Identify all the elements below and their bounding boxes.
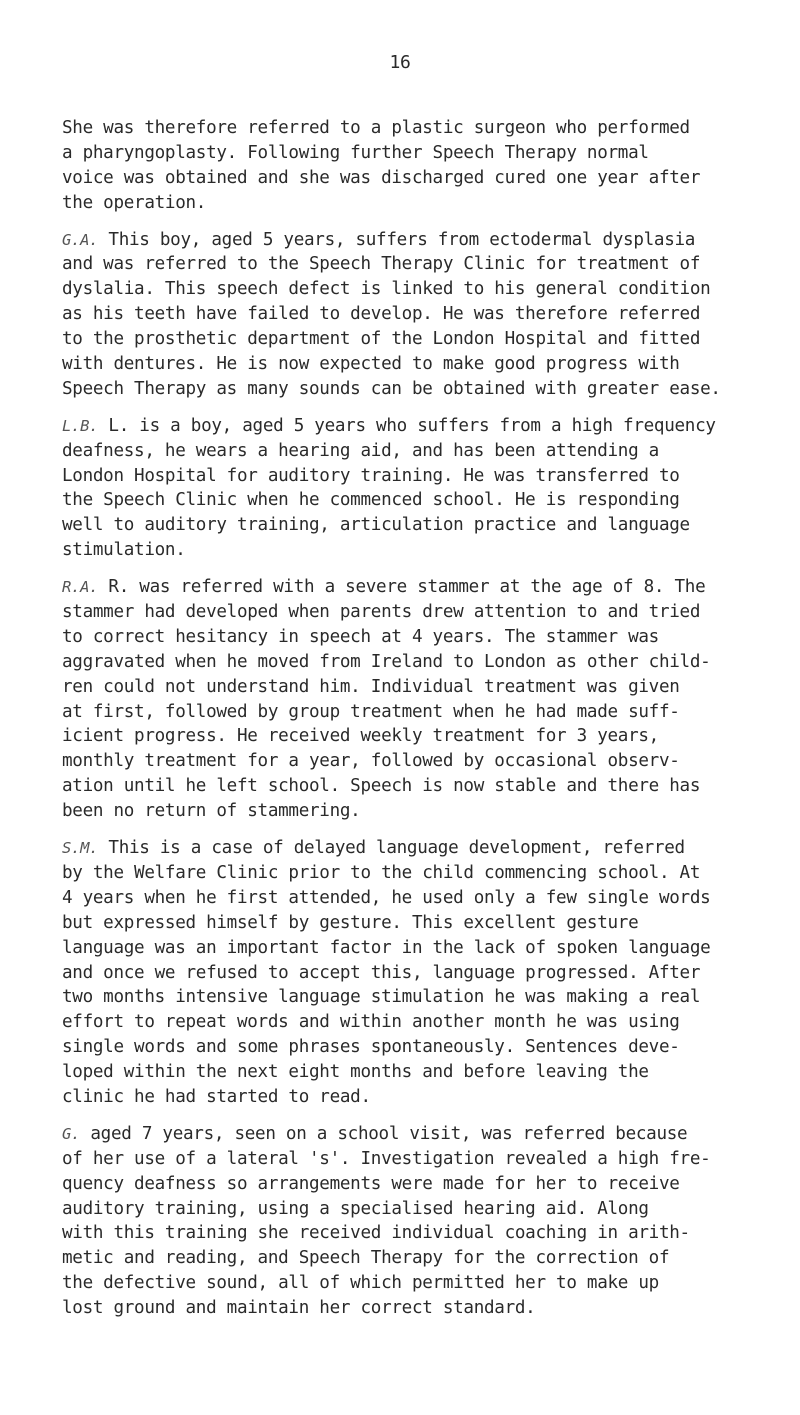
text-line: loped within the next eight months and before leaving the <box>62 1062 649 1083</box>
paragraph <box>62 575 777 824</box>
text-line <box>62 575 777 600</box>
text-line: two months intensive language stimulation he was making a real <box>62 987 701 1008</box>
text-line <box>62 228 777 253</box>
text-line: ation until he left school. Speech is now stable and there has <box>62 776 701 797</box>
text-line: Speech Therapy as many sounds can be obtained with greater ease. <box>62 378 721 399</box>
text-line: single words and some phrases spontaneously. Sentences deve- <box>62 1037 680 1058</box>
text-line: the defective sound, all of which permitted her to make up <box>62 1273 659 1294</box>
case-initials: G.A. <box>62 230 99 249</box>
text-line <box>62 414 777 439</box>
case-initials: S.M. <box>62 839 99 858</box>
text-line: monthly treatment for a year, followed by occasional observ- <box>62 751 680 772</box>
body-text <box>62 116 777 1333</box>
page-number: 16 <box>389 52 411 73</box>
text-line-content: R. was referred with a severe stammer at the age of 8. The <box>98 577 706 598</box>
text-line: clinic he had started to read. <box>62 1086 371 1107</box>
paragraph <box>62 414 777 563</box>
text-line: but expressed himself by gesture. This excellent gesture <box>62 912 639 933</box>
text-line: been no return of stammering. <box>62 801 361 822</box>
text-line: She was therefore referred to a plastic surgeon who performed <box>62 118 690 138</box>
text-line-content: aged 7 years, seen on a school visit, was referred because <box>80 1123 688 1144</box>
paragraph <box>62 836 777 1110</box>
text-line: and was referred to the Speech Therapy Clinic for treatment of <box>62 254 701 275</box>
text-line: London Hospital for auditory training. He was transferred to <box>62 465 680 486</box>
text-line <box>62 1122 777 1147</box>
text-line: the operation. <box>62 192 207 213</box>
text-line: a pharyngoplasty. Following further Speech Therapy normal <box>62 142 649 163</box>
text-line: with dentures. He is now expected to make good progress with <box>62 354 680 375</box>
paragraph <box>62 1122 777 1321</box>
text-line: dyslalia. This speech defect is linked to his general condition <box>62 279 711 300</box>
case-initials: R.A. <box>62 578 99 597</box>
text-line: language was an important factor in the lack of spoken language <box>62 937 711 958</box>
text-line: icient progress. He received weekly treatment for 3 years, <box>62 726 659 747</box>
text-line <box>62 836 777 861</box>
text-line: auditory training, using a specialised hearing aid. Along <box>62 1198 649 1219</box>
text-line: to the prosthetic department of the London Hospital and fitted <box>62 329 701 350</box>
text-line: ren could not understand him. Individual treatment was given <box>62 676 680 697</box>
text-line: voice was obtained and she was discharged cured one year after <box>62 167 701 188</box>
text-line: by the Welfare Clinic prior to the child commencing school. At <box>62 862 701 883</box>
text-line: effort to repeat words and within another month he was using <box>62 1012 680 1033</box>
text-line: stimulation. <box>62 540 186 561</box>
case-initials: G. <box>62 1124 81 1143</box>
paragraph <box>62 116 777 216</box>
text-line: of her use of a lateral 's'. Investigation revealed a high fre- <box>62 1148 711 1169</box>
text-line: and once we refused to accept this, language progressed. After <box>62 962 701 983</box>
text-line: quency deafness so arrangements were made for her to receive <box>62 1173 680 1194</box>
text-line: to correct hesitancy in speech at 4 years. The stammer was <box>62 626 659 647</box>
text-line: lost ground and maintain her correct standard. <box>62 1298 536 1319</box>
text-line: stammer had developed when parents drew attention to and tried <box>62 602 701 623</box>
text-line: as his teeth have failed to develop. He was therefore referred <box>62 304 701 325</box>
paragraph <box>62 228 777 402</box>
text-line: metic and reading, and Speech Therapy for the correction of <box>62 1248 670 1269</box>
text-line: deafness, he wears a hearing aid, and has been attending a <box>62 440 659 461</box>
text-line-content: L. is a boy, aged 5 years who suffers from a high frequency <box>98 415 716 436</box>
text-line: the Speech Clinic when he commenced school. He is responding <box>62 490 680 511</box>
case-initials: L.B. <box>62 416 99 435</box>
text-line: well to auditory training, articulation practice and language <box>62 515 690 536</box>
text-line: at first, followed by group treatment when he had made suff- <box>62 701 680 722</box>
text-line: with this training she received individual coaching in arith- <box>62 1223 690 1244</box>
text-line: 4 years when he first attended, he used only a few single words <box>62 887 711 908</box>
text-line: aggravated when he moved from Ireland to London as other child- <box>62 651 711 672</box>
text-line-content: This boy, aged 5 years, suffers from ectodermal dysplasia <box>98 229 696 250</box>
text-line-content: This is a case of delayed language development, referred <box>98 838 685 859</box>
